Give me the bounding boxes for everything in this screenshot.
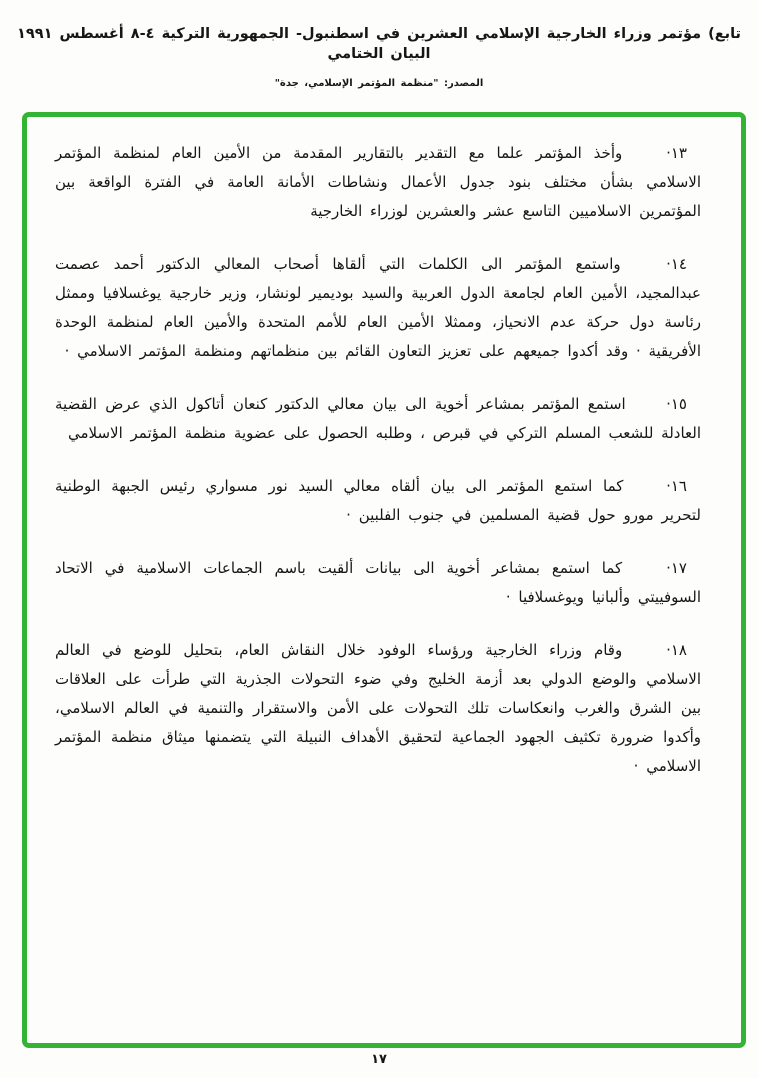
document-title: تابع) مؤتمر وزراء الخارجية الإسلامي العشرين في اسطنبول- الجمهورية التركية ٤-٨ أغسطس ١٩٩١ البيان الختامي [17, 26, 741, 63]
paragraph-number: ١٧· [666, 559, 687, 577]
page-number: ١٧ [371, 1052, 387, 1067]
paragraph-text: كما استمع بمشاعر أخوية الى بيانات ألقيت باسم الجماعات الاسلامية في الاتحاد السوفييتي وألبانيا ويوغسلافيا · [55, 559, 701, 606]
content-border-box [22, 112, 746, 1048]
communique-paragraph [55, 472, 701, 530]
communique-paragraph [55, 139, 701, 226]
paragraph-number: ١٨· [666, 641, 687, 659]
paragraph-number: ١٦· [666, 477, 687, 495]
paragraph-number: ١٥· [666, 395, 687, 413]
paragraph-text: وأخذ المؤتمر علما مع التقدير بالتقارير المقدمة من الأمين العام لمنظمة المؤتمر الاسلامي بشأن مختلف بنود جدول الأعمال ونشاطات الأمانة العامة في الفترة الواقعة بين المؤتمرين الاسلاميين التاسع عشر والعشرين لوزراء الخارجية [55, 144, 701, 220]
communique-paragraph [55, 390, 701, 448]
document-source-line: المصدر: "منظمة المؤتمر الإسلامي، جدة" [274, 77, 484, 89]
communique-paragraph [55, 250, 701, 366]
document-header [0, 24, 758, 89]
paragraph-text: استمع المؤتمر بمشاعر أخوية الى بيان معالي الدكتور كنعان أتاكول الذي عرض القضية العادلة للشعب المسلم التركي في قبرص ، وطلبه الحصول على عضوية منظمة المؤتمر الاسلامي [55, 395, 701, 442]
communique-paragraph [55, 554, 701, 612]
communique-paragraph [55, 636, 701, 781]
paragraph-text: واستمع المؤتمر الى الكلمات التي ألقاها أصحاب المعالي الدكتور أحمد عصمت عبدالمجيد، الأمين العام لجامعة الدول العربية والسيد بوديمير لونشار، وزير خارجية يوغسلافيا وممثل رئاسة دول حركة عدم الانحياز، وممثلا الأمين العام للأمم المتحدة والأمين العام لمنظمة الوحدة الأفريقية · وقد أكدوا جميعهم على تعزيز التعاون القائم بين منظماتهم ومنظمة المؤتمر الاسلامي · [55, 255, 701, 360]
paragraph-text: وقام وزراء الخارجية ورؤساء الوفود خلال النقاش العام، بتحليل للوضع في العالم الاسلامي والوضع الدولي بعد أزمة الخليج وفي ضوء التحولات الجذرية التي طرأت على العلاقات بين الشرق والغرب وانعكاسات تلك التحولات على الأمن والاستقرار والتنمية في العالم الاسلامي، وأكدوا ضرورة تكثيف الجهود الجماعية لتحقيق الأهداف النبيلة التي يتضمنها ميثاق منظمة المؤتمر الاسلامي · [55, 641, 701, 775]
paragraph-number: ١٤· [666, 255, 687, 273]
paragraph-number: ١٣· [666, 144, 687, 162]
paragraph-text: كما استمع المؤتمر الى بيان ألقاه معالي السيد نور مسواري رئيس الجبهة الوطنية لتحرير مورو حول قضية المسلمين في جنوب الفلبين · [55, 477, 701, 524]
